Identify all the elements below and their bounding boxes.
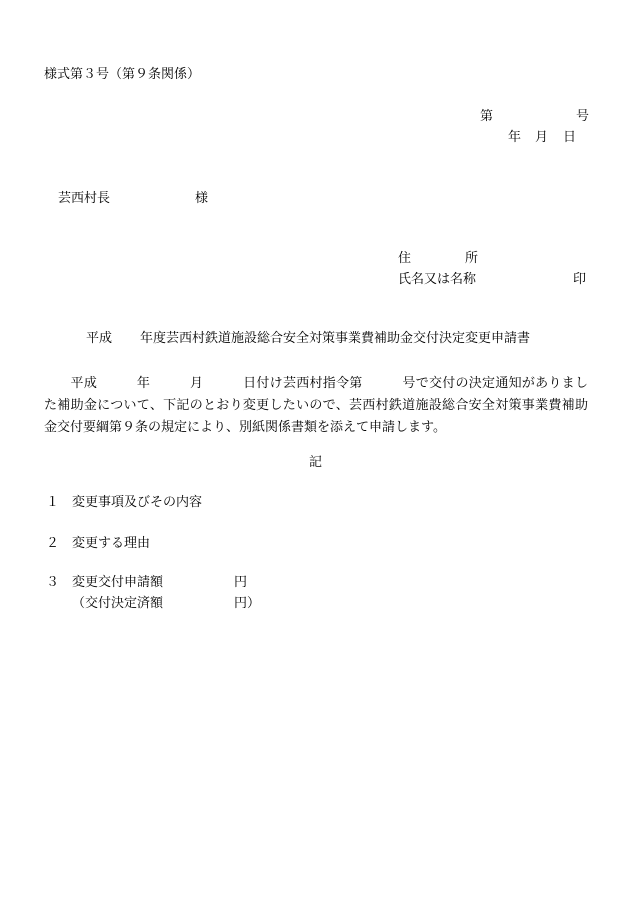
item-3-label: 変更交付申請額 [72,575,164,590]
item-3-unit: 円 [234,575,248,590]
body-year-label: 年 [136,376,151,391]
page-title: 年度芸西村鉄道施設総合安全対策事業費補助金交付決定変更申請書 [140,331,531,346]
item-3-number: ３ [46,575,60,590]
date-month-label: 月 [535,130,549,145]
ki-heading: 記 [309,455,323,470]
date-day-label: 日 [563,130,577,145]
applicant-seal: 印 [573,272,587,287]
applicant-name-label: 氏名又は名称 [398,272,477,287]
item-1-number: １ [46,495,60,510]
item-2-number: ２ [46,536,60,551]
doc-number-dai: 第 [480,109,494,124]
body-era: 平成 [70,376,98,391]
body-text-part-1: 日付け芸西村指令第 [243,376,363,391]
sub-item-label: （交付決定済額 [72,596,164,611]
doc-number-go: 号 [576,109,590,124]
date-year-label: 年 [508,130,522,145]
recipient-name: 芸西村長 [58,191,111,206]
recipient-honorific: 様 [195,191,209,206]
item-1-label: 変更事項及びその内容 [72,495,203,510]
body-paragraph [44,373,588,439]
body-text-part-2: 号で交付の決定通知がありました補助金について、下記のとおり変更したいので、芸西村鉄道施設総合安全対策事業費補助金交付要綱第９条の規定により、別紙関係書類を添えて申請します。 [44,376,588,435]
form-number: 様式第３号（第９条関係） [44,67,201,82]
item-2-label: 変更する理由 [72,536,151,551]
title-era: 平成 [86,331,113,346]
applicant-address-label-2: 所 [465,251,479,266]
sub-item-unit: 円） [234,596,261,611]
applicant-address-label-1: 住 [398,251,412,266]
body-month-label: 月 [190,376,204,391]
